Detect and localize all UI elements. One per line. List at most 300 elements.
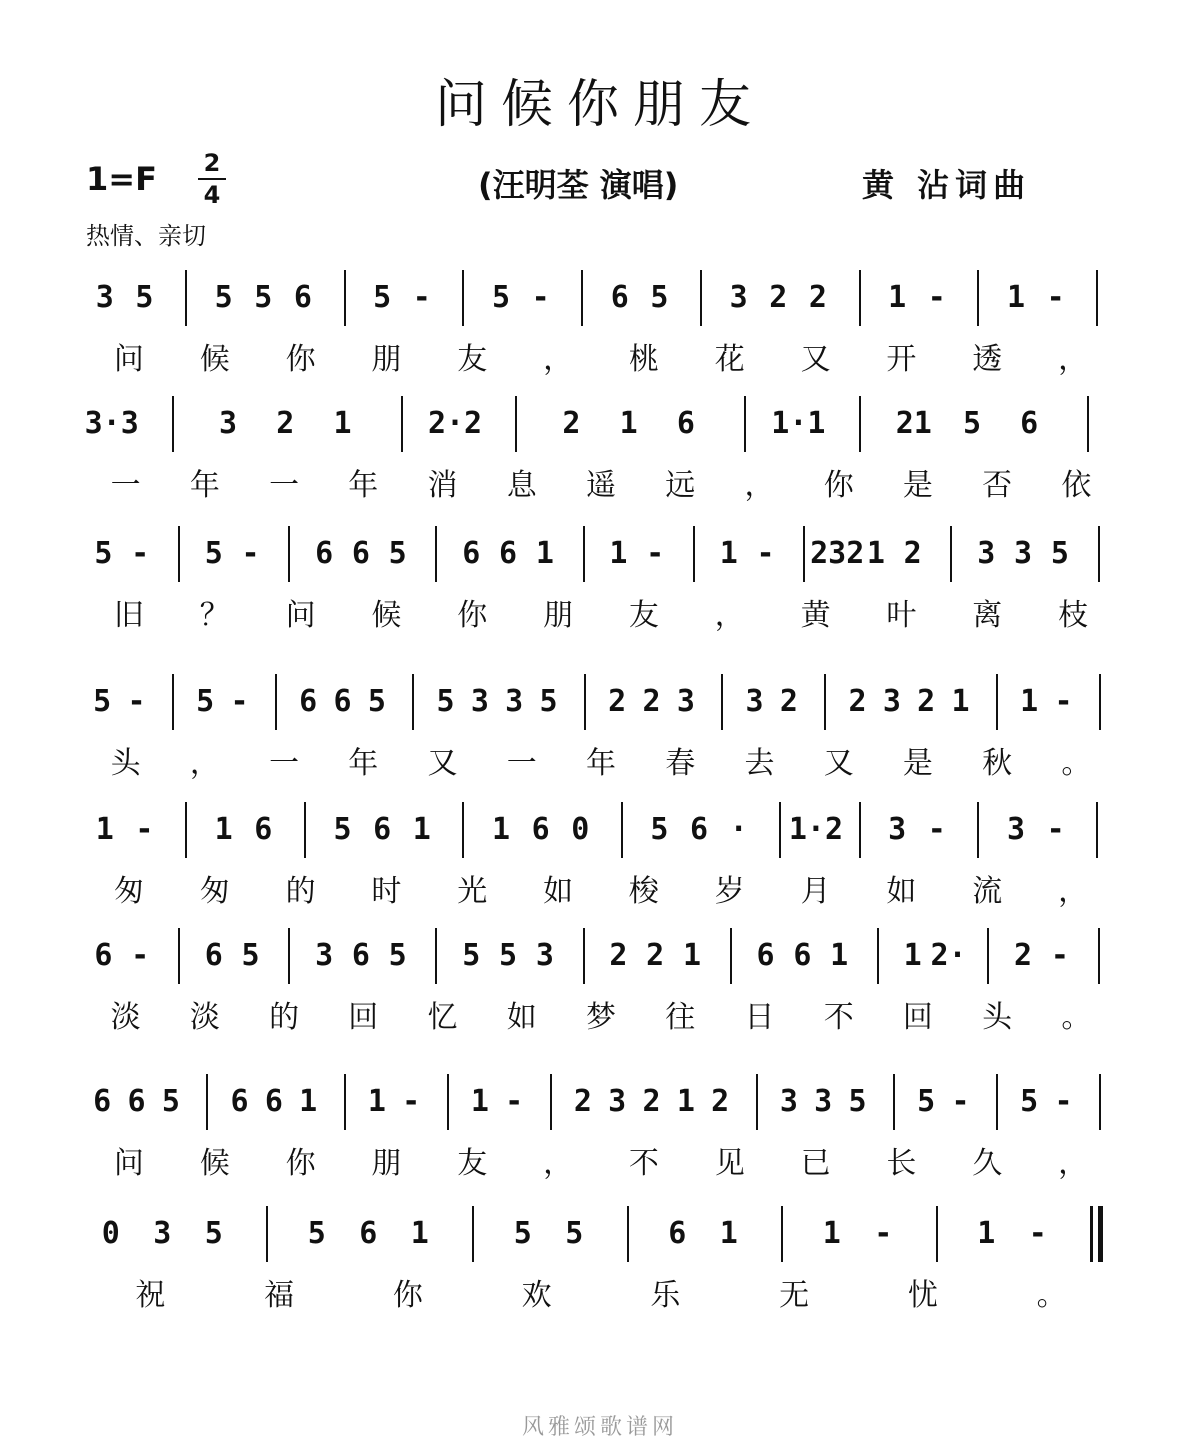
barline xyxy=(803,526,805,582)
note: 2 xyxy=(276,406,295,441)
note: 5 xyxy=(539,684,558,719)
lyric-char: 年 xyxy=(348,468,379,503)
barline xyxy=(584,674,586,730)
lyric-char: ， xyxy=(1058,874,1089,909)
note: 1 xyxy=(719,536,738,571)
lyrics-row xyxy=(86,738,1116,788)
lyric-char: 月 xyxy=(800,874,831,909)
note: 1·1 xyxy=(771,406,826,441)
note: 5 xyxy=(204,1216,223,1251)
lyric-char: 一 xyxy=(269,746,300,781)
lyric-char: 淡 xyxy=(110,1000,141,1035)
barline xyxy=(172,396,174,452)
lyric-char: 透 xyxy=(972,342,1003,377)
lyric-char: ， xyxy=(744,468,775,503)
note: 1 xyxy=(412,812,431,847)
note: 1 xyxy=(470,1084,489,1119)
note: - xyxy=(131,536,150,571)
note: - xyxy=(1054,684,1073,719)
barline xyxy=(730,928,732,984)
lyric-char: 春 xyxy=(665,746,696,781)
note: 5 xyxy=(565,1216,584,1251)
barline xyxy=(344,270,346,326)
lyric-char: 是 xyxy=(902,468,933,503)
note: 5 xyxy=(491,280,511,315)
watermark-footer: 风雅颂歌谱网 xyxy=(521,1415,678,1440)
note: 5 xyxy=(373,280,392,315)
lyric-char: 一 xyxy=(269,468,300,503)
note: 6 xyxy=(315,536,334,571)
lyric-char: 秋 xyxy=(982,746,1013,781)
lyric-char: 头 xyxy=(110,746,141,781)
note: 2·2 xyxy=(427,406,483,441)
lyric-char: 叶 xyxy=(886,598,917,633)
note: 2 xyxy=(642,1084,661,1119)
barline xyxy=(1096,270,1098,326)
lyric-char: 问 xyxy=(113,1146,144,1181)
barline xyxy=(581,270,583,326)
note: - xyxy=(646,536,665,571)
note: 5 xyxy=(650,812,669,847)
note: - xyxy=(756,536,775,571)
note: 1 xyxy=(888,280,907,315)
note: 1 xyxy=(1006,280,1026,315)
lyric-char: ， xyxy=(543,1146,574,1181)
barline xyxy=(859,270,861,326)
note: 5 xyxy=(93,684,112,719)
note: 3 xyxy=(888,812,907,847)
lyric-char: 如 xyxy=(543,874,574,909)
note: 6 xyxy=(254,812,273,847)
lyric-char: 候 xyxy=(199,1146,230,1181)
note: 6 xyxy=(676,406,695,441)
barline xyxy=(344,1074,346,1130)
lyric-char: 时 xyxy=(371,874,402,909)
lyric-char: 旧 xyxy=(113,598,144,633)
note: 5 xyxy=(254,280,273,315)
barline xyxy=(435,928,437,984)
note: 2 xyxy=(808,280,827,315)
note: 6 xyxy=(668,1216,687,1251)
note: 6 xyxy=(351,938,370,973)
note: 6 xyxy=(93,1084,112,1119)
note: 232 xyxy=(810,536,865,571)
barline xyxy=(779,802,781,858)
barline xyxy=(178,526,180,582)
note: 3 xyxy=(535,938,554,973)
lyric-char: 匆 xyxy=(113,874,144,909)
lyric-char: 光 xyxy=(457,874,488,909)
barline xyxy=(462,802,464,858)
lyric-char: 回 xyxy=(902,1000,933,1035)
note: 5 xyxy=(307,1216,326,1251)
lyric-char: 的 xyxy=(285,874,316,909)
barline xyxy=(693,526,695,582)
author-credit: 黄 沾词曲 xyxy=(862,166,1032,204)
barline xyxy=(781,1206,783,1262)
lyric-char: 桃 xyxy=(628,342,659,377)
lyrics-row xyxy=(86,1138,1116,1188)
note: - xyxy=(927,812,946,847)
lyric-char: 欢 xyxy=(521,1278,552,1313)
note: 3 xyxy=(882,684,901,719)
lyric-char: 日 xyxy=(744,1000,775,1035)
note: 3 xyxy=(814,1084,833,1119)
lyric-char: 。 xyxy=(1036,1278,1067,1313)
lyric-char: 朋 xyxy=(543,598,574,633)
note: 1 xyxy=(491,812,511,847)
note: 2 xyxy=(711,1084,730,1119)
note: 6 xyxy=(462,536,481,571)
barline xyxy=(435,526,437,582)
lyric-char: 年 xyxy=(189,468,220,503)
barline xyxy=(550,1074,552,1130)
note: 5 xyxy=(333,812,352,847)
note: - xyxy=(505,1084,524,1119)
lyric-char: 流 xyxy=(972,874,1003,909)
lyric-char: 不 xyxy=(823,1000,854,1035)
note: 6 xyxy=(230,1084,249,1119)
notes-row xyxy=(86,518,1116,588)
lyric-char: 岁 xyxy=(714,874,745,909)
note: 2 xyxy=(573,1084,592,1119)
note: 5 xyxy=(462,938,481,973)
lyric-char: 远 xyxy=(665,468,696,503)
lyric-char: 去 xyxy=(744,746,775,781)
lyric-char: 消 xyxy=(427,468,458,503)
note: 5 xyxy=(1050,536,1069,571)
lyric-char: 友 xyxy=(457,342,488,377)
lyric-char: 如 xyxy=(886,874,917,909)
barline xyxy=(859,396,861,452)
note: - xyxy=(402,1084,421,1119)
note: 1·2 xyxy=(788,812,844,847)
barline xyxy=(288,928,290,984)
note: 6 xyxy=(610,280,629,315)
lyric-char: ？ xyxy=(199,598,230,633)
note: 3 xyxy=(977,536,996,571)
note: 5 xyxy=(650,280,669,315)
meter-line xyxy=(198,178,226,180)
note: 1 xyxy=(1020,684,1039,719)
final-barline xyxy=(1090,1206,1093,1262)
barline xyxy=(824,674,826,730)
note: 5 xyxy=(388,938,407,973)
notes-row xyxy=(86,666,1116,736)
note: 21 xyxy=(895,406,932,441)
note: 5 xyxy=(499,938,518,973)
note: 1 xyxy=(977,1216,996,1251)
note: 5 xyxy=(962,406,981,441)
note: 3 xyxy=(95,280,114,315)
note: - xyxy=(874,1216,893,1251)
note: 2· xyxy=(930,938,967,973)
barline xyxy=(977,270,979,326)
note: 2 xyxy=(608,684,627,719)
lyric-char: 年 xyxy=(586,746,616,781)
lyric-char: 候 xyxy=(199,342,230,377)
note: 1 xyxy=(830,938,849,973)
notes-row xyxy=(86,388,1116,458)
note: - xyxy=(1028,1216,1047,1251)
lyric-char: 已 xyxy=(800,1146,831,1181)
note: 6 xyxy=(499,536,518,571)
barline xyxy=(936,1206,938,1262)
lyric-char: 梦 xyxy=(586,1000,616,1035)
note: 1 xyxy=(951,684,970,719)
note: 2 xyxy=(903,536,922,571)
barline xyxy=(977,802,979,858)
note: 5 xyxy=(196,684,215,719)
barline xyxy=(1098,526,1100,582)
note: 1 xyxy=(619,406,638,441)
note: - xyxy=(1050,938,1069,973)
lyric-char: 友 xyxy=(628,598,659,633)
key-signature: 1=F xyxy=(86,160,157,198)
barline xyxy=(700,270,702,326)
note: - xyxy=(241,536,260,571)
barline xyxy=(950,526,952,582)
lyric-char: 往 xyxy=(665,1000,696,1035)
note: 6 xyxy=(1020,406,1039,441)
note: 3 xyxy=(505,684,524,719)
barline xyxy=(1099,1074,1101,1130)
note: 5 xyxy=(94,536,113,571)
lyric-char: 淡 xyxy=(189,1000,220,1035)
note: 3 xyxy=(153,1216,172,1251)
lyric-char: 福 xyxy=(264,1278,295,1313)
lyric-char: 的 xyxy=(269,1000,300,1035)
note: 1 xyxy=(866,536,885,571)
note: - xyxy=(230,684,249,719)
barline xyxy=(744,396,746,452)
note: 3 xyxy=(676,684,695,719)
notes-row xyxy=(86,920,1116,990)
lyric-char: 离 xyxy=(972,598,1003,633)
notes-row xyxy=(86,794,1116,864)
barline xyxy=(621,802,623,858)
barline xyxy=(178,928,180,984)
lyric-char: 朋 xyxy=(371,342,402,377)
lyric-char: 息 xyxy=(506,468,537,503)
lyric-char: 你 xyxy=(823,468,854,503)
note: 5 xyxy=(214,280,233,315)
note: 3 xyxy=(745,684,764,719)
lyric-char: ， xyxy=(189,746,220,781)
note: 6 xyxy=(94,938,113,973)
note: 6 xyxy=(204,938,223,973)
lyric-char: 见 xyxy=(714,1146,745,1181)
note: 3·3 xyxy=(84,406,139,441)
barline xyxy=(756,1074,758,1130)
lyrics-row xyxy=(86,866,1116,916)
note: 5 xyxy=(367,684,386,719)
note: - xyxy=(927,280,946,315)
lyric-char: 你 xyxy=(285,1146,316,1181)
note: 5 xyxy=(161,1084,180,1119)
barline xyxy=(583,928,585,984)
note: 3 xyxy=(470,684,489,719)
barline xyxy=(412,674,414,730)
note: 2 xyxy=(609,938,628,973)
note: - xyxy=(412,280,431,315)
note: 3 xyxy=(1014,536,1033,571)
note: 2 xyxy=(769,280,788,315)
note: - xyxy=(135,812,154,847)
lyric-char: 头 xyxy=(982,1000,1013,1035)
note: 2 xyxy=(848,684,867,719)
note: 5 xyxy=(241,938,260,973)
barline xyxy=(401,396,403,452)
song-title: 问候你朋友 xyxy=(434,75,765,135)
barline xyxy=(1098,928,1100,984)
barline xyxy=(172,674,174,730)
lyric-char: 忧 xyxy=(907,1278,938,1313)
barline xyxy=(583,526,585,582)
note: 5 xyxy=(388,536,407,571)
barline xyxy=(859,802,861,858)
singer-credit: (汪明荃 演唱) xyxy=(478,166,679,204)
note: 5 xyxy=(917,1084,936,1119)
note: 6 xyxy=(293,280,312,315)
lyric-char: 忆 xyxy=(427,1000,458,1035)
barline xyxy=(996,1074,998,1130)
note: 5 xyxy=(513,1216,532,1251)
barline xyxy=(447,1074,449,1130)
note: - xyxy=(1054,1084,1073,1119)
barline xyxy=(877,928,879,984)
lyric-char: 枝 xyxy=(1058,598,1089,633)
notes-row xyxy=(86,1198,1116,1268)
lyric-char: 年 xyxy=(348,746,379,781)
barline xyxy=(893,1074,895,1130)
note: 0 xyxy=(101,1216,120,1251)
note: 1 xyxy=(682,938,702,973)
lyrics-row xyxy=(86,460,1116,510)
note: 5 xyxy=(1020,1084,1039,1119)
note: 1 xyxy=(410,1216,429,1251)
note: 6 xyxy=(690,812,709,847)
barline xyxy=(185,270,187,326)
notes-row xyxy=(86,1066,1116,1136)
lyric-char: 长 xyxy=(886,1146,917,1181)
barline xyxy=(185,802,187,858)
note: 1 xyxy=(95,812,114,847)
note: - xyxy=(531,280,550,315)
note: 5 xyxy=(436,684,455,719)
lyrics-row xyxy=(86,590,1116,640)
note: 1 xyxy=(535,536,554,571)
lyric-char: 候 xyxy=(371,598,402,633)
note: 6 xyxy=(531,812,550,847)
note: 1 xyxy=(214,812,233,847)
lyric-char: 依 xyxy=(1061,468,1092,503)
lyric-char: 一 xyxy=(110,468,141,503)
note: 3 xyxy=(219,406,238,441)
lyric-char: 开 xyxy=(886,342,917,377)
lyric-char: 匆 xyxy=(199,874,230,909)
barline xyxy=(627,1206,629,1262)
lyric-char: 。 xyxy=(1061,746,1092,781)
note: 5 xyxy=(204,536,223,571)
lyrics-row xyxy=(86,334,1116,384)
lyric-char: 否 xyxy=(982,468,1013,503)
lyric-char: 如 xyxy=(506,1000,537,1035)
final-barline xyxy=(1098,1206,1103,1262)
lyric-char: 你 xyxy=(457,598,488,633)
note: 6 xyxy=(359,1216,378,1251)
lyric-char: 花 xyxy=(714,342,745,377)
note: 3 xyxy=(1006,812,1026,847)
note: 1 xyxy=(367,1084,386,1119)
note: 1 xyxy=(822,1216,841,1251)
note: 3 xyxy=(608,1084,627,1119)
lyric-char: 问 xyxy=(113,342,144,377)
lyrics-row xyxy=(86,992,1116,1042)
lyric-char: 祝 xyxy=(135,1278,166,1313)
lyric-char: 是 xyxy=(902,746,933,781)
lyric-char: 无 xyxy=(779,1278,810,1313)
note: 6 xyxy=(127,1084,146,1119)
note: - xyxy=(1046,812,1065,847)
lyric-char: 你 xyxy=(285,342,316,377)
barline xyxy=(462,270,464,326)
lyric-char: 遥 xyxy=(586,468,616,503)
lyric-char: 不 xyxy=(628,1146,659,1181)
lyric-char: 一 xyxy=(506,746,537,781)
barline xyxy=(288,526,290,582)
lyric-char: 又 xyxy=(427,746,458,781)
lyric-char: 又 xyxy=(823,746,854,781)
lyric-char: 又 xyxy=(800,342,831,377)
lyric-char: 。 xyxy=(1061,1000,1092,1035)
barline xyxy=(1096,802,1098,858)
note: 3 xyxy=(779,1084,798,1119)
meter-top: 2 xyxy=(203,149,221,177)
lyric-char: 朋 xyxy=(371,1146,402,1181)
lyric-char: ， xyxy=(1058,1146,1089,1181)
barline xyxy=(996,674,998,730)
note: 1 xyxy=(719,1216,738,1251)
lyric-char: ， xyxy=(1058,342,1089,377)
note: 6 xyxy=(373,812,392,847)
meter-bottom: 4 xyxy=(203,181,221,209)
lyric-char: 问 xyxy=(285,598,316,633)
note: 3 xyxy=(729,280,748,315)
note: - xyxy=(127,684,146,719)
note: - xyxy=(131,938,150,973)
lyric-char: 黄 xyxy=(800,598,831,633)
note: 2 xyxy=(642,684,661,719)
note: 2 xyxy=(646,938,665,973)
note: · xyxy=(729,812,748,847)
note: - xyxy=(951,1084,970,1119)
lyric-char: 友 xyxy=(457,1146,488,1181)
note: 1 xyxy=(299,1084,318,1119)
note: 6 xyxy=(351,536,370,571)
note: 1 xyxy=(676,1084,695,1119)
barline xyxy=(1099,674,1101,730)
barline xyxy=(987,928,989,984)
barline xyxy=(472,1206,474,1262)
lyrics-row xyxy=(86,1270,1116,1320)
note: 5 xyxy=(135,280,154,315)
notes-row xyxy=(86,262,1116,332)
lyric-char: 乐 xyxy=(650,1278,681,1313)
tempo-marking: 热情、亲切 xyxy=(86,222,206,250)
time-signature xyxy=(198,150,226,208)
barline xyxy=(721,674,723,730)
